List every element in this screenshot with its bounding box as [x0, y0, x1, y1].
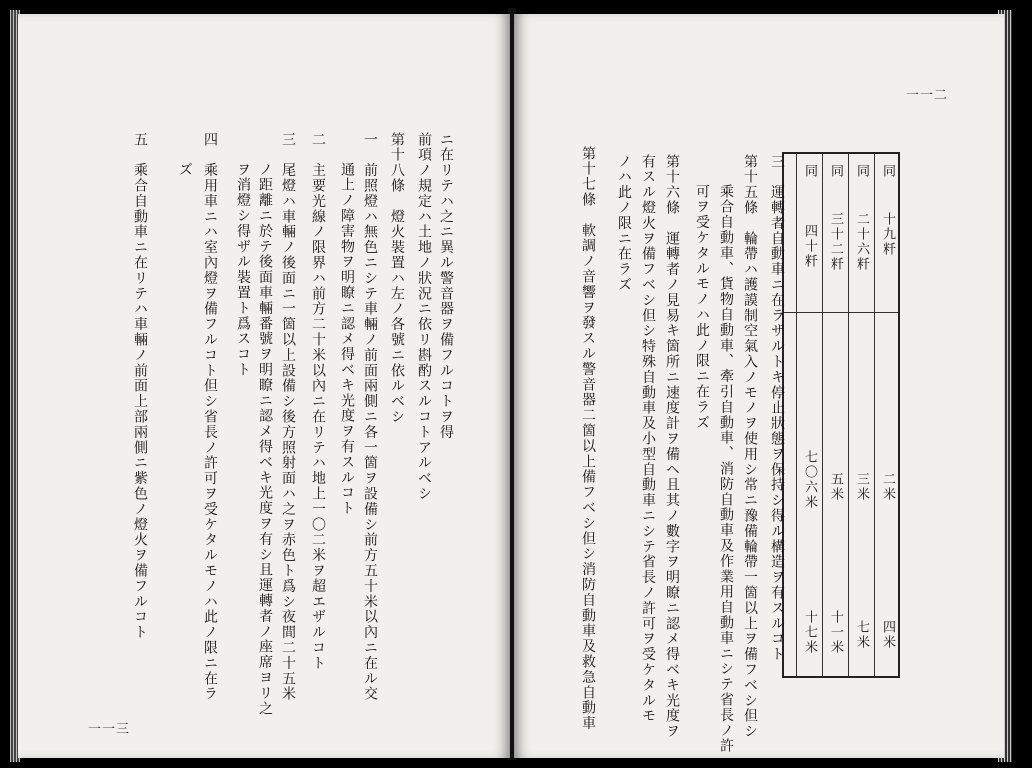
item-1-line-2: 通上ノ障害物ヲ明瞭ニ認メ得ベキ光度ヲ有スルコト [339, 162, 355, 517]
table-column-3 [822, 154, 848, 676]
table-cell-c: 十七米 [802, 610, 817, 655]
table-cell-b: 七〇六米 [802, 450, 817, 510]
table-cell-c: 十一米 [828, 610, 843, 655]
article-15-line-3: 可ヲ受ケタルモノハ此ノ限ニ在ラズ [694, 184, 710, 431]
text-line-1: ニ在リテハ之ニ異ル警音器ヲ備フルコトヲ得 [438, 132, 454, 440]
table-cell-label: 同 [854, 164, 869, 179]
item-4-line-2: ズ [177, 162, 193, 178]
article-16-line-3: ノハ此ノ限ニ在ラズ [616, 154, 632, 293]
table-cell-label: 同 [880, 164, 895, 179]
table-cell-label: 同 [802, 164, 817, 179]
article-15-line-1: 第十五條 輪帶ハ護謨制空氣入ノモノヲ使用シ常ニ豫備輪帶一箇以上ヲ備フベシ但シ [742, 154, 758, 740]
item-1-line-1: 一 前照燈ハ無色ニシテ車輛ノ前面兩側ニ各一箇ヲ設備シ前方五十米以內ニ在ル交 [362, 132, 378, 702]
item-2-line-1: 二 主要光線ノ限界ハ前方二十米以內ニ在リテハ地上一〇二米ヲ超エザルコト [310, 132, 326, 671]
item-3-line-1: 三 尾燈ハ車輛ノ後面ニ一箇以上設備シ後方照射面ハ之ヲ赤色ト爲シ夜間二十五米 [280, 132, 296, 702]
article-17-line-1: 第十七條 軟調ノ音響ヲ發スル警音器二箇以上備フベシ但シ消防自動車及救急自動車 [580, 146, 596, 732]
item-4-line-1: 四 乘用車ニハ室內燈ヲ備フルコト但シ省長ノ許可ヲ受ケタルモノハ此ノ限ニ在ラ [202, 132, 218, 702]
item-3-line-3: ヲ消燈シ得ザル裝置ト爲スコト [235, 162, 251, 378]
table-cell-name: 十九粁 [880, 212, 895, 257]
table-cell-name: 四十粁 [802, 224, 817, 269]
article-18-heading: 第十八條 燈火裝置ハ左ノ各號ニ依ルベシ [389, 132, 405, 425]
table-cell-label: 同 [828, 164, 843, 179]
table-cell-name: 三十二粁 [828, 212, 843, 272]
table-cell-a: 二米 [880, 472, 895, 502]
page-number: 一一二 [906, 88, 949, 103]
page-number: 一一三 [88, 722, 131, 737]
table-cell-a: 三米 [854, 472, 869, 502]
text-line-2: 前項ノ規定ハ土地ノ狀況ニ依リ斟酌スルコトアルベシ [416, 132, 432, 502]
item-3-line: 三 運轉者自動車ニ在ラザルトキ停止狀態ヲ保持シ得ル構造ヲ有スルコト [769, 154, 785, 663]
item-5-line-1: 五 乘合自動車ニ在リテハ車輛ノ前面上部兩側ニ紫色ノ燈火ヲ備フルコト [132, 132, 148, 641]
distance-table [782, 152, 900, 678]
table-cell-c: 七米 [854, 620, 869, 650]
left-page [18, 14, 510, 758]
right-page [514, 14, 1004, 758]
article-16-line-2: 有スル燈火ヲ備フベシ但シ特殊自動車及小型自動車ニシテ省長ノ許可ヲ受ケタルモ [640, 154, 656, 724]
table-cell-a: 五米 [828, 472, 843, 502]
article-15-line-2: 乘合自動車、貨物自動車、牽引自動車、消防自動車及作業用自動車ニシテ省長ノ許 [718, 184, 734, 754]
article-16-line-1: 第十六條 運轉者ノ見易キ箇所ニ速度計ヲ備ヘ且其ノ數字ヲ明瞭ニ認メ得ベキ光度ヲ [664, 154, 680, 740]
table-column-4 [796, 154, 822, 676]
table-column-1 [874, 154, 900, 676]
table-cell-name: 二十六粁 [854, 212, 869, 272]
item-3-line-2: ノ距離ニ於テ後面車輛番號ヲ明瞭ニ認メ得ベキ光度ヲ有シ且運轉者ノ座席ヨリ之 [257, 162, 273, 717]
table-cell-c: 四米 [880, 620, 895, 650]
table-column-2 [848, 154, 874, 676]
